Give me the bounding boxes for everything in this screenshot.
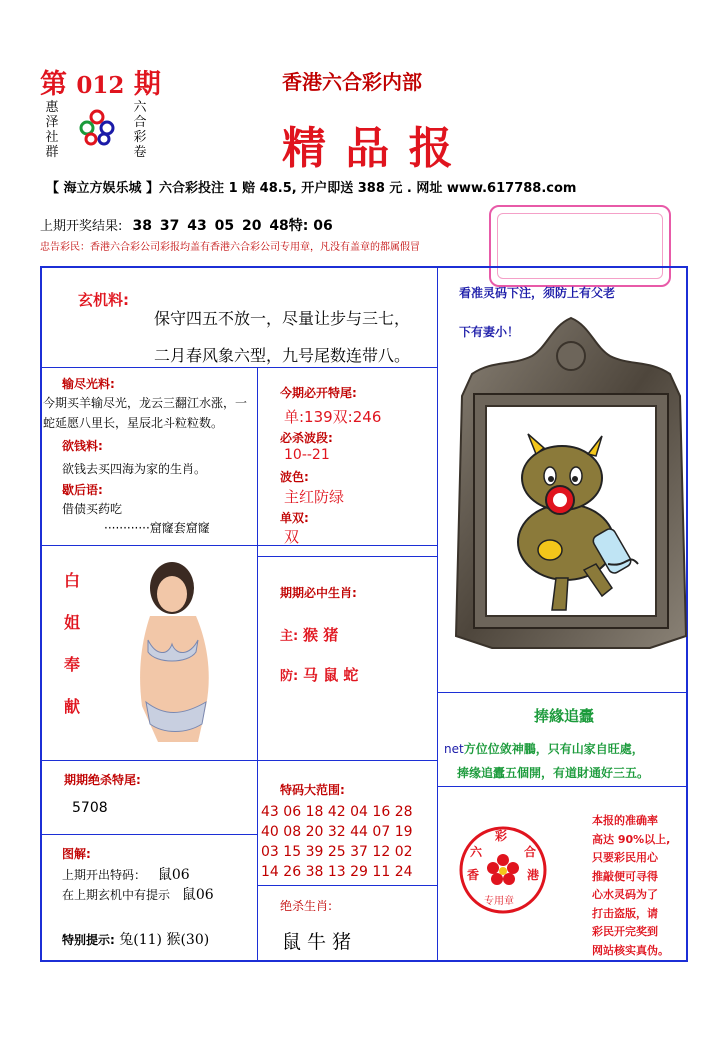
- kill-zodiac-value: 鼠 牛 猪: [282, 931, 352, 953]
- right-top-line-2: 下有妻小！: [459, 325, 520, 339]
- wave-label: 必杀波段:: [280, 431, 333, 445]
- page-subtitle: 香港六合彩内部: [282, 70, 422, 94]
- special-tip: 特别提示: 兔(11) 猴(30): [62, 932, 210, 948]
- seal-char: 合: [524, 845, 537, 859]
- big-range-row: 14 26 38 13 29 11 24: [261, 864, 413, 880]
- diagram-label: 图解:: [62, 847, 91, 861]
- dan-shuang-value: 单:139双:246: [284, 408, 382, 426]
- ornate-frame-image: [452, 316, 690, 652]
- color-value: 主红防绿: [284, 488, 345, 506]
- divider: [437, 786, 687, 787]
- big-range-label: 特码大范围:: [280, 783, 345, 797]
- seal-char: 六: [470, 845, 483, 859]
- poem-line-2: 捧缘追蠹五個開，有道財通好三五。: [457, 766, 650, 780]
- kill-tail-label: 期期绝杀特尾:: [64, 773, 141, 787]
- divider: [41, 760, 437, 761]
- divider: [41, 367, 437, 368]
- beauty-caption: 白 姐 奉 献: [63, 571, 80, 716]
- zodiac-main: 主: 猴 猪: [280, 626, 339, 644]
- kill-zodiac-label: 绝杀生肖:: [280, 899, 333, 913]
- seal-char: 香: [467, 868, 480, 882]
- big-range-row: 03 15 39 25 37 12 02: [261, 844, 413, 860]
- divider: [257, 885, 437, 886]
- single-double-value: 双: [284, 528, 300, 546]
- xiehou-text: 借债买药吃: [62, 502, 123, 516]
- diagram-row-1: 上期开出特码： 鼠06: [62, 867, 190, 883]
- warning-text: 忠告彩民：香港六合彩公司彩报均盖有香港六合彩公司专用章，凡没有盖章的都属假冒: [40, 242, 420, 253]
- shuying-text: 今期买羊输尽光，龙云三翻江水涨，一蛇延愿八里长，星辰北斗粒粒数。: [43, 396, 248, 430]
- diagram-row-2: 在上期玄机中有提示 鼠06: [62, 887, 214, 903]
- seal-bottom-text: 专用章: [484, 896, 514, 907]
- logo-rings-icon: [78, 108, 116, 148]
- qian-text: 欲钱去买四海为家的生肖。: [62, 462, 207, 476]
- poem-title: 捧緣追蠹: [534, 707, 595, 725]
- page-title: 精 品 报: [282, 123, 455, 174]
- ad-line: 【 海立方娱乐城 】六合彩投注 1 赔 48.5, 开户即送 388 元 . 网址 www.617788.com: [46, 181, 577, 196]
- last-result: 上期开奖结果: 38 37 43 05 20 48特: 06: [40, 218, 333, 234]
- divider: [257, 367, 258, 961]
- community-label: 惠 泽 社 群: [45, 100, 59, 160]
- divider: [437, 267, 438, 961]
- color-label: 波色:: [280, 470, 309, 484]
- zodiac-label: 期期必中生肖:: [280, 586, 357, 600]
- big-range-grid: [261, 802, 413, 882]
- model-photo: [120, 556, 220, 746]
- divider: [437, 692, 687, 693]
- xuanji-line-2: 二月春风象六型，九号尾数连带八。: [154, 346, 411, 365]
- shuying-label: 输尽光料:: [62, 377, 115, 391]
- right-top-line-1: 看准灵码下注，须防上有父老: [459, 286, 616, 300]
- divider: [41, 834, 257, 835]
- xuanji-label: 玄机料:: [78, 291, 129, 309]
- divider: [257, 556, 437, 557]
- issue-number: 第 012 期: [40, 69, 161, 100]
- qian-label: 欲钱料:: [62, 439, 103, 453]
- xiehou-label: 歇后语:: [62, 483, 103, 497]
- divider: [41, 545, 437, 546]
- poem-line-1: net方位位敛神鵬，只有山家自旺處，: [444, 742, 644, 756]
- lottery-label: 六 合 彩 卷: [133, 100, 147, 160]
- single-double-label: 单双:: [280, 511, 309, 525]
- kill-tail-value: 5708: [72, 800, 108, 816]
- zodiac-fang: 防: 马 鼠 蛇: [280, 666, 359, 684]
- xuanji-line-1: 保守四五不放一，尽量让步与三七，: [154, 309, 411, 328]
- wave-value: 10--21: [284, 447, 330, 463]
- big-range-row: 40 08 20 32 44 07 19: [261, 824, 413, 840]
- big-range-row: 43 06 18 42 04 16 28: [261, 804, 413, 820]
- accuracy-notice: 本报的准确率 高达 90%以上, 只要彩民用心 推敲便可寻得 心水灵码为了 打击盗版，请 彩民开完奖到 网站核实真伪。: [592, 814, 671, 957]
- seal-char: 彩: [495, 829, 508, 843]
- seal-char: 港: [527, 868, 540, 882]
- special-tail-label: 今期必开特尾:: [280, 386, 357, 400]
- xiehou-answer: ············窟窿套窟窿: [104, 521, 210, 535]
